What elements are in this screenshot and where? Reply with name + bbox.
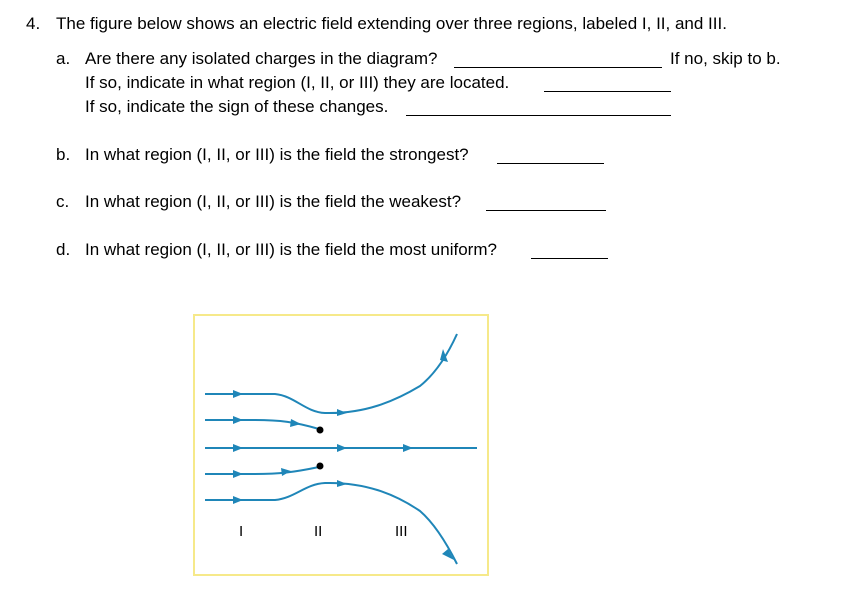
part-a-letter: a. [56,49,71,68]
question-number: 4. [26,14,41,33]
upper-point-charge [317,427,324,434]
part-a-question: Are there any isolated charges in the diagram? [85,49,438,68]
part-b-question: In what region (I, II, or III) is the field the strongest? [85,145,469,164]
part-d-question: In what region (I, II, or III) is the field the most uniform? [85,240,497,259]
region-label-3: III [395,523,408,540]
arrow-1b [337,409,347,416]
part-a-skip-note: If no, skip to b. [670,49,781,68]
arrow-5b [337,480,347,487]
arrow-5a [233,496,243,504]
part-a-answer-line-3[interactable] [406,115,671,116]
lower-point-charge [317,463,324,470]
region-label-2: II [314,523,323,540]
arrow-3c [403,444,413,452]
part-d-letter: d. [56,240,71,259]
field-line-4 [205,467,319,474]
part-c-answer-line[interactable] [486,210,606,211]
part-b-answer-line[interactable] [497,163,604,164]
region-label-1: I [239,523,244,540]
part-a-answer-line-2[interactable] [544,91,671,92]
field-line-1 [205,334,457,413]
arrow-1a [233,390,243,398]
part-d-answer-line[interactable] [531,258,608,259]
arrow-3b [337,444,347,452]
part-a-answer-line-1[interactable] [454,67,662,68]
arrow-2a [233,416,243,424]
part-a-sign-question: If so, indicate the sign of these changes. [85,97,389,116]
arrow-4a [233,470,243,478]
part-c-letter: c. [56,192,70,211]
field-line-2 [205,420,319,429]
electric-field-figure [193,314,489,576]
part-a-region-question: If so, indicate in what region (I, II, or III) they are located. [85,73,510,92]
arrow-3a [233,444,243,452]
part-b-letter: b. [56,145,71,164]
question-prompt: The figure below shows an electric field extending over three regions, labeled I, II, and III. [56,14,727,33]
part-c-question: In what region (I, II, or III) is the field the weakest? [85,192,462,211]
